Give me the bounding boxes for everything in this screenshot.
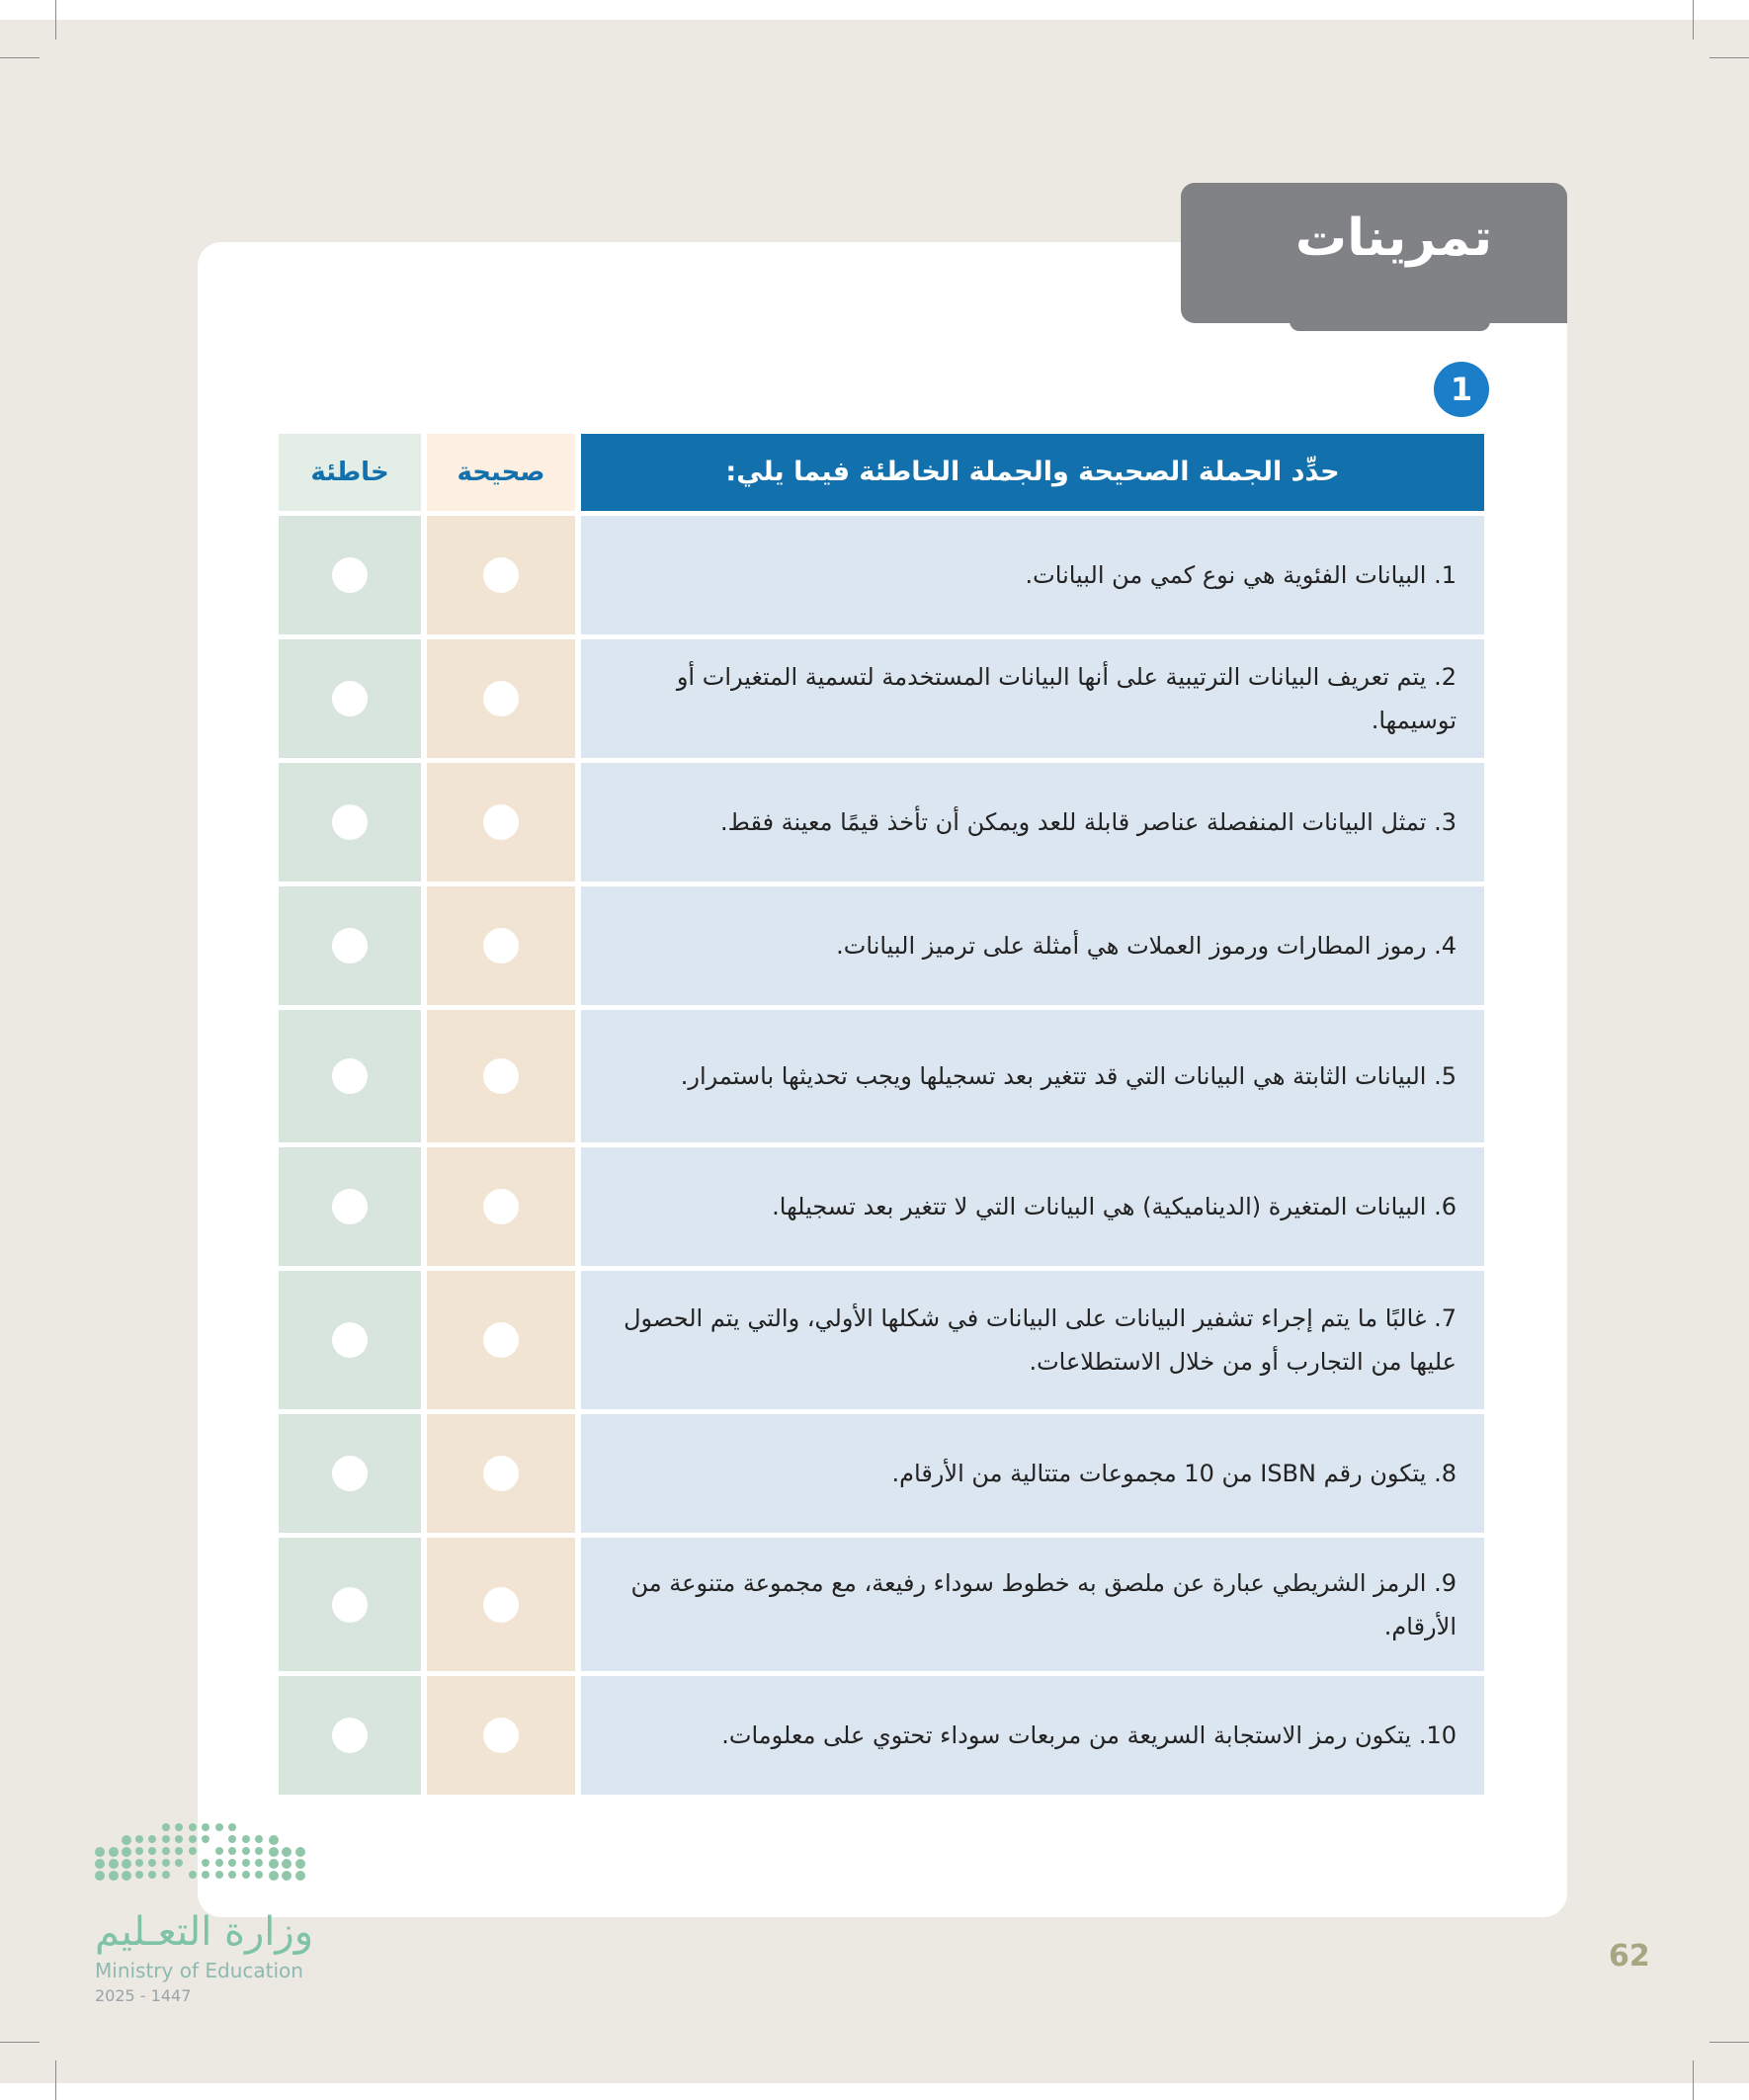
true-cell [427, 639, 575, 758]
crop-mark [55, 2060, 56, 2100]
logo-dot [202, 1823, 209, 1831]
logo-dot [202, 1871, 209, 1879]
logo-dot [255, 1871, 263, 1879]
logo-dot [282, 1847, 292, 1857]
logo-dot [122, 1835, 131, 1845]
logo-dot [135, 1847, 143, 1855]
logo-dot [162, 1835, 170, 1843]
logo-dot [122, 1847, 131, 1857]
page-title: تمرينات [1294, 209, 1493, 268]
statement-cell [581, 639, 1484, 758]
true-radio[interactable] [483, 928, 519, 964]
logo-dot [255, 1835, 263, 1843]
false-radio[interactable] [332, 681, 368, 716]
logo-dot [148, 1871, 156, 1879]
statement-text: 1. البيانات الفئوية هي نوع كمي من البيانات. [1025, 561, 1457, 589]
logo-dot [269, 1859, 279, 1869]
logo-dot [189, 1835, 197, 1843]
crop-mark [1709, 57, 1749, 58]
false-cell [279, 639, 421, 758]
logo-dot [122, 1871, 131, 1881]
true-radio[interactable] [483, 1718, 519, 1753]
ministry-logo-dots [95, 1821, 312, 1890]
true-cell [427, 1147, 575, 1266]
false-radio[interactable] [332, 804, 368, 840]
false-cell [279, 763, 421, 882]
true-cell [427, 1676, 575, 1795]
logo-dot [269, 1847, 279, 1857]
false-radio[interactable] [332, 1587, 368, 1623]
logo-dot [189, 1823, 197, 1831]
logo-dot [228, 1823, 236, 1831]
logo-dot [228, 1847, 236, 1855]
logo-dot [95, 1871, 105, 1881]
logo-dot [175, 1835, 183, 1843]
crop-mark [1709, 2042, 1749, 2043]
logo-dot [295, 1847, 305, 1857]
statement-cell [581, 1414, 1484, 1533]
title-tab [1181, 183, 1567, 323]
logo-dot [148, 1859, 156, 1867]
false-cell [279, 1538, 421, 1671]
statement-text: 9. الرمز الشريطي عبارة عن ملصق به خطوط سوداء رفيعة، مع مجموعة متنوعة من الأرقام. [630, 1568, 1457, 1640]
logo-dot [175, 1847, 183, 1855]
logo-dot [109, 1871, 119, 1881]
false-cell [279, 886, 421, 1005]
logo-dot [189, 1871, 197, 1879]
false-cell [279, 1271, 421, 1409]
statement-cell [581, 1271, 1484, 1409]
logo-dot [189, 1847, 197, 1855]
true-radio[interactable] [483, 1058, 519, 1094]
true-radio[interactable] [483, 681, 519, 716]
logo-dot [202, 1859, 209, 1867]
false-radio[interactable] [332, 1058, 368, 1094]
crop-mark [1693, 0, 1694, 40]
logo-dot [148, 1847, 156, 1855]
exercise-number-badge: 1 [1434, 362, 1489, 417]
crop-mark [0, 57, 40, 58]
logo-dot [295, 1871, 305, 1881]
statement-cell [581, 763, 1484, 882]
logo-dot [95, 1847, 105, 1857]
statement-cell [581, 886, 1484, 1005]
statement-text: 10. يتكون رمز الاستجابة السريعة من مربعات سوداء تحتوي على معلومات. [721, 1722, 1457, 1749]
statement-text: 6. البيانات المتغيرة (الديناميكية) هي البيانات التي لا تتغير بعد تسجيلها. [772, 1193, 1457, 1220]
logo-dot [242, 1847, 250, 1855]
crop-mark [0, 2042, 40, 2043]
statement-text: 7. غالبًا ما يتم إجراء تشفير البيانات على البيانات في شكلها الأولي، والتي يتم الحصول عليها من التجارب أو من خلال الاستطلاعات. [624, 1304, 1457, 1376]
logo-dot [175, 1859, 183, 1867]
statement-text: 2. يتم تعريف البيانات الترتيبية على أنها البيانات المستخدمة لتسمية المتغيرات أو توسيمها. [676, 663, 1457, 734]
statement-text: 3. تمثل البيانات المنفصلة عناصر قابلة للعد ويمكن أن تأخذ قيمًا معينة فقط. [720, 808, 1457, 836]
logo-dot [162, 1859, 170, 1867]
true-cell [427, 763, 575, 882]
logo-dot [95, 1859, 105, 1869]
logo-dot [269, 1871, 279, 1881]
logo-dot [255, 1859, 263, 1867]
statement-cell [581, 516, 1484, 634]
logo-dot [242, 1871, 250, 1879]
crop-mark [55, 0, 56, 40]
logo-dot [202, 1835, 209, 1843]
true-radio[interactable] [483, 1456, 519, 1491]
logo-dot [228, 1835, 236, 1843]
logo-dot [122, 1859, 131, 1869]
true-radio[interactable] [483, 1189, 519, 1224]
logo-dot [295, 1859, 305, 1869]
true-radio[interactable] [483, 557, 519, 593]
logo-dot [242, 1835, 250, 1843]
true-radio[interactable] [483, 804, 519, 840]
logo-dot [135, 1871, 143, 1879]
true-radio[interactable] [483, 1587, 519, 1623]
logo-dot [175, 1823, 183, 1831]
logo-dot [215, 1823, 223, 1831]
statement-cell [581, 1538, 1484, 1671]
true-cell [427, 1010, 575, 1142]
logo-dot [109, 1859, 119, 1869]
crop-mark [1693, 2060, 1694, 2100]
statement-text: 4. رموز المطارات ورموز العملات هي أمثلة على ترميز البيانات. [836, 932, 1457, 960]
false-radio[interactable] [332, 1189, 368, 1224]
false-cell [279, 516, 421, 634]
logo-dot [109, 1847, 119, 1857]
logo-dot [162, 1847, 170, 1855]
logo-dot [228, 1859, 236, 1867]
logo-dot [162, 1871, 170, 1879]
true-cell [427, 516, 575, 634]
logo-dot [282, 1871, 292, 1881]
statement-cell [581, 1010, 1484, 1142]
logo-dot [242, 1859, 250, 1867]
logo-dot [162, 1823, 170, 1831]
statement-cell [581, 1147, 1484, 1266]
logo-dot [282, 1859, 292, 1869]
true-cell [427, 886, 575, 1005]
logo-dot [255, 1847, 263, 1855]
logo-dot [148, 1835, 156, 1843]
header-question: حدِّد الجملة الصحيحة والجملة الخاطئة فيما يلي: [581, 434, 1484, 511]
statement-cell [581, 1676, 1484, 1795]
false-radio[interactable] [332, 1718, 368, 1753]
logo-dot [215, 1871, 223, 1879]
false-radio[interactable] [332, 928, 368, 964]
header-true: صحيحة [427, 434, 575, 511]
logo-dot [269, 1835, 279, 1845]
false-radio[interactable] [332, 557, 368, 593]
false-cell [279, 1010, 421, 1142]
logo-dot [228, 1871, 236, 1879]
header-false: خاطئة [279, 434, 421, 511]
false-radio[interactable] [332, 1322, 368, 1358]
false-radio[interactable] [332, 1456, 368, 1491]
true-cell [427, 1538, 575, 1671]
false-cell [279, 1414, 421, 1533]
statement-text: 5. البيانات الثابتة هي البيانات التي قد تتغير بعد تسجيلها ويجب تحديثها باستمرار. [680, 1062, 1457, 1090]
logo-dot [215, 1859, 223, 1867]
false-cell [279, 1147, 421, 1266]
true-cell [427, 1271, 575, 1409]
ministry-name-english: Ministry of Education [95, 1959, 303, 1982]
ministry-name-arabic: وزارة التعـليم [95, 1909, 314, 1955]
true-radio[interactable] [483, 1322, 519, 1358]
logo-dot [135, 1835, 143, 1843]
false-cell [279, 1676, 421, 1795]
page-number: 62 [1609, 1939, 1650, 1974]
logo-dot [215, 1847, 223, 1855]
logo-dot [135, 1859, 143, 1867]
edition-year: 2025 - 1447 [95, 1986, 192, 2005]
true-cell [427, 1414, 575, 1533]
statement-text: 8. يتكون رقم ISBN من 10 مجموعات متتالية من الأرقام. [891, 1460, 1457, 1487]
